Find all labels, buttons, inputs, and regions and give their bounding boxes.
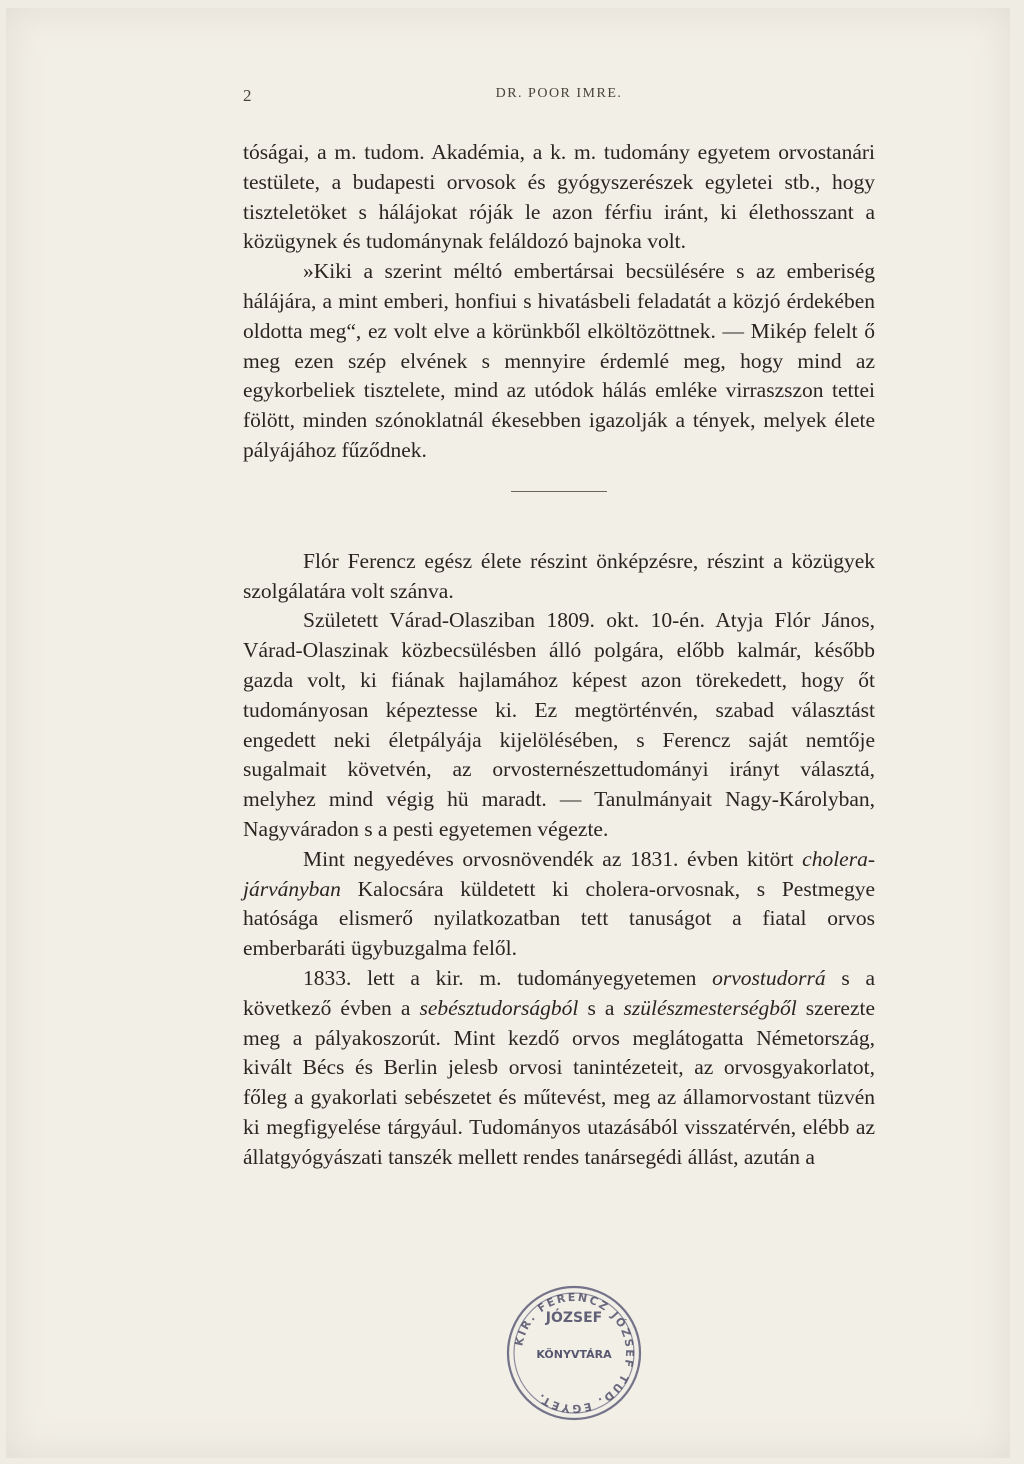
paragraph-1: tóságai, a m. tudom. Akadémia, a k. m. tudomány egyetem orvostanári testülete, a budapesti orvosok és gyógyszerészek egyletei stb., hogy tiszteletöket s hálájokat róják le azon férfiu iránt, ki élethosszant a közügynek és tudománynak feláldozó bajnoka volt. [243, 140, 875, 254]
p5-italic: cholera-járványban [243, 846, 875, 901]
body-text [243, 138, 875, 1173]
stamp-ring-text: KIR. FERENCZ JÓZSEF TUD. EGYET. [512, 1290, 637, 1416]
p5-text-b: Kalocsára küldetett ki cholera-orvosnak, s Pestmegye hatósága elismerő nyilatkozatban tett tanuságot a fiatal orvos emberbaráti ügybuzgalma felől. [243, 876, 875, 961]
p6-text-c: s a következő évben a [243, 965, 875, 1020]
paragraph-3: Flór Ferencz egész élete részint önképzésre, részint a közügyek szolgálatára volt szánva. [243, 548, 875, 603]
library-stamp [494, 1278, 654, 1428]
paragraph-6 [243, 964, 875, 1173]
running-head: DR. POOR IMRE. [495, 86, 623, 101]
paragraph-5 [243, 845, 875, 964]
stamp-middle-text: KÖNYVTÁRA [536, 1348, 612, 1361]
section-separator [511, 491, 607, 492]
p6-italic-3: szülészmesterségből [623, 995, 797, 1020]
paragraph-4: Született Várad-Olasziban 1809. okt. 10-én. Atyja Flór János, Várad-Olaszinak közbecsülésben álló polgára, előbb kalmár, később gazda volt, ki fiának hajlamához képest azon törekedett, hogy őt tudományosan képeztesse ki. Ez megtörténvén, szabad választást engedett neki életpályája kijelölésében, s Ferencz saját nemtője sugalmait követvén, az orvosternészettudományi irányt választá, melyhez mind végig hü maradt. — Tanulmányait Nagy-Károlyban, Nagyváradon s a pesti egyetemen végezte. [243, 608, 875, 841]
p6-text-a: 1833. lett a kir. m. tudományegyetemen [303, 965, 713, 990]
p6-italic-2: sebésztudorságból [419, 995, 579, 1020]
paragraph-2: »Kiki a szerint méltó embertársai becsülésére s az emberiség hálájára, a mint emberi, honfiui s hivatásbeli feladatát a közjó érdekében oldotta meg“, ez volt elve a körünkből elköltözöttnek. — Mikép felelt ő meg ezen szép elvének s mennyire érdemlé meg, hogy mind az egykorbeliek tisztelete, mind az utódok hálás emléke virraszszon tettei fölött, minden szónoklatnál ékesebben igazolják a tények, melyek élete pályájához fűződnek. [243, 259, 875, 462]
stamp-top-text: JÓZSEF [545, 1310, 603, 1326]
page-number: 2 [243, 86, 253, 105]
p6-italic-1: orvostudorrá [712, 965, 826, 990]
stamp-graphic [494, 1278, 654, 1428]
p6-text-e: s a [578, 995, 624, 1020]
p6-text-g: szerezte meg a pályakoszorút. Mint kezdő orvos meglátogatta Németország, kivált Bécs és Berlin jelesb orvosi tanintézeteit, az orvosgyakorlatot, főleg a gyakorlati sebészetet és műtevést, meg az államorvostant tüzvén ki megfigyelése tárgyául. Tudományos utazásából visszatérvén, elébb az állatgyógyászati tanszék mellett rendes tanársegédi állást, azután a [243, 995, 875, 1169]
p5-text-a: Mint negyedéves orvosnövendék az 1831. évben kitört [303, 846, 803, 871]
